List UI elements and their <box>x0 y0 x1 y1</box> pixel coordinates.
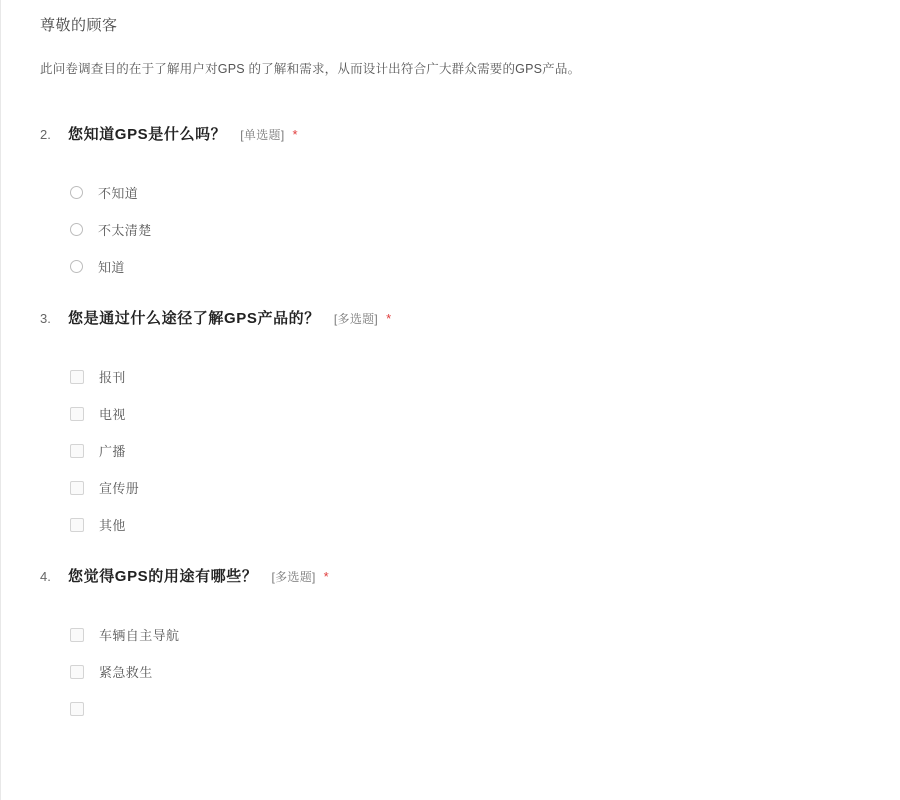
option-item[interactable] <box>70 395 860 432</box>
option-label: 车辆自主导航 <box>99 628 180 643</box>
question-index: 4. <box>40 569 51 584</box>
question-block <box>0 307 900 543</box>
question-block <box>0 565 900 727</box>
option-item[interactable] <box>70 174 860 211</box>
option-item[interactable] <box>70 616 860 653</box>
checkbox[interactable] <box>70 407 84 421</box>
question-list <box>0 123 900 727</box>
option-label: 紧急救生 <box>99 665 153 680</box>
option-item[interactable] <box>70 248 860 285</box>
intro-title: 尊敬的顾客 <box>40 17 118 34</box>
option-label: 不知道 <box>98 186 139 201</box>
option-label: 广播 <box>99 444 126 459</box>
radio-button[interactable] <box>70 223 83 236</box>
checkbox[interactable] <box>70 518 84 532</box>
option-label: 宣传册 <box>99 481 140 496</box>
option-label: 知道 <box>98 260 125 275</box>
intro-description: 此问卷调查目的在于了解用户对GPS 的了解和需求，从而设计出符合广大群众需要的GPS产品。 <box>40 62 581 76</box>
option-label: 电视 <box>99 407 126 422</box>
question-block <box>0 123 900 285</box>
question-header <box>40 307 860 328</box>
radio-button[interactable] <box>70 186 83 199</box>
option-item[interactable] <box>70 211 860 248</box>
checkbox[interactable] <box>70 444 84 458</box>
option-list <box>40 616 860 727</box>
question-title: 您知道GPS是什么吗？ <box>68 126 227 143</box>
option-label: 报刊 <box>99 370 126 385</box>
option-list <box>40 358 860 543</box>
question-title: 您是通过什么途径了解GPS产品的？ <box>68 310 320 327</box>
required-marker: * <box>292 127 298 142</box>
option-item[interactable] <box>70 506 860 543</box>
option-item[interactable] <box>70 653 860 690</box>
option-list <box>40 174 860 285</box>
option-label: 其他 <box>99 518 126 533</box>
radio-button[interactable] <box>70 260 83 273</box>
checkbox[interactable] <box>70 628 84 642</box>
required-marker: * <box>323 569 329 584</box>
question-type-label: [多选题] <box>333 312 379 326</box>
question-type-label: [单选题] <box>240 128 285 142</box>
question-index: 3. <box>40 311 51 326</box>
survey-intro <box>0 0 900 79</box>
page-left-border <box>0 0 1 800</box>
question-header <box>40 565 860 586</box>
required-marker: * <box>386 311 392 326</box>
option-label: 不太清楚 <box>98 223 152 238</box>
option-item[interactable] <box>70 469 860 506</box>
option-item[interactable] <box>70 358 860 395</box>
checkbox[interactable] <box>70 481 84 495</box>
checkbox[interactable] <box>70 665 84 679</box>
question-header <box>40 123 860 144</box>
checkbox[interactable] <box>70 702 84 716</box>
option-item[interactable] <box>70 432 860 469</box>
option-item[interactable] <box>70 690 860 727</box>
checkbox[interactable] <box>70 370 84 384</box>
question-type-label: [多选题] <box>271 570 316 584</box>
question-index: 2. <box>40 127 51 142</box>
question-title: 您觉得GPS的用途有哪些？ <box>68 568 258 585</box>
